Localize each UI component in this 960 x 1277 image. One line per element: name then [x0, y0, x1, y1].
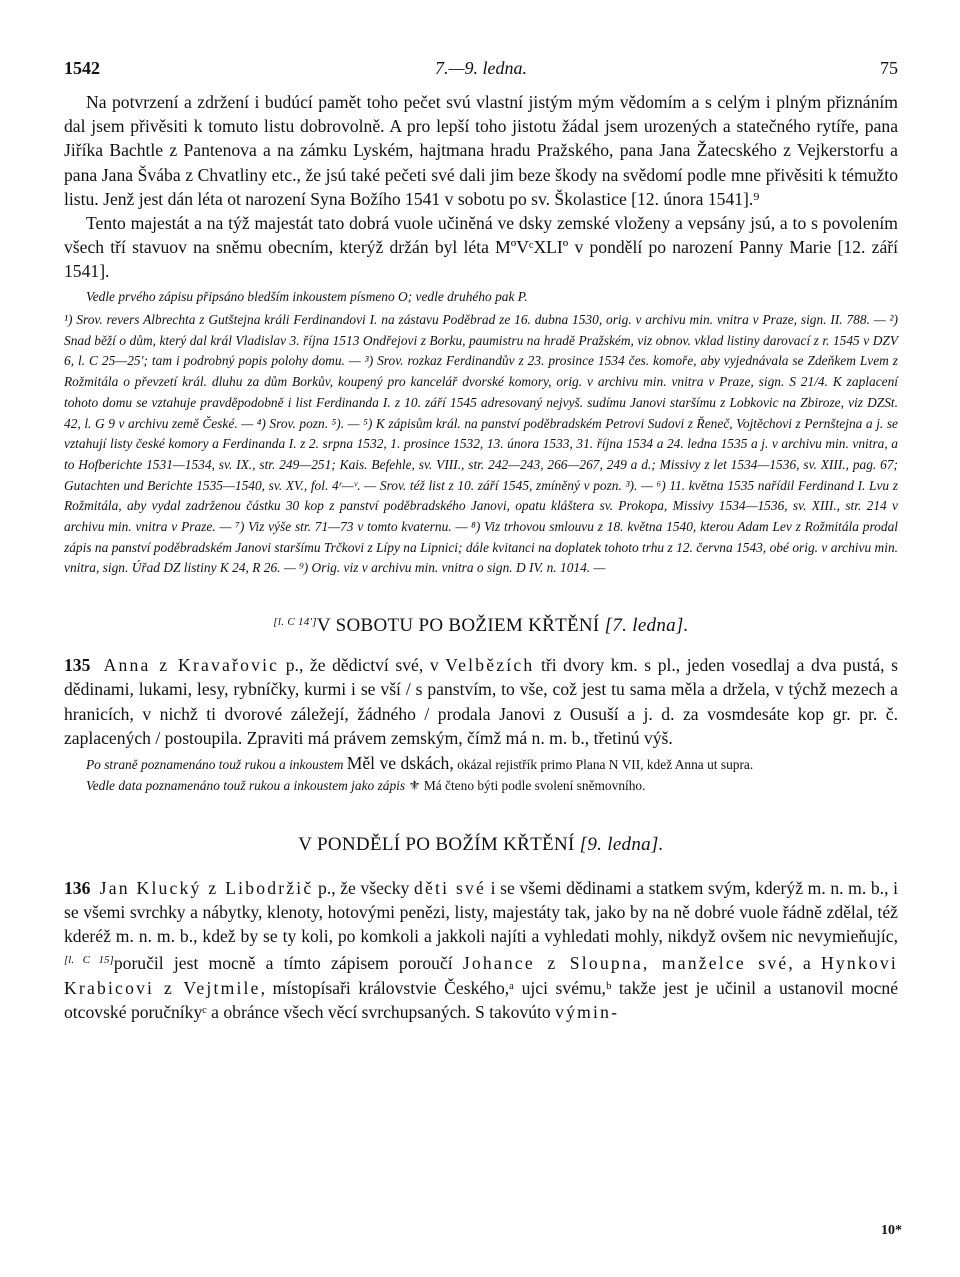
section-title: V SOBOTU PO BOŽIEM KŘTĚNÍ: [316, 615, 600, 637]
paragraph-charter-seal: Na potvrzení a zdržení i budúcí pamět toho pečet svú vlastní jistým mým vědomím a s celým i plným přiznáním dal jsem přivěsiti k tomuto listu dobrovolně. A pro lepší toho jistotu žádal jsem urozených a statečného rytíře, pana Jiříka Bachtle z Pantenova a na zámku Lyském, hajtmana hradu Pražského, pana Jana Žatecského z Vejkerstorfu a pana Jana Švába z Chvatliny etc., že jsú také pečeti své dali jim beze škody na svědomí podle mne přivěsiti k témužto listu. Jenž jest dán léta ot narození Syna Božího 1541 v sobotu po sv. Školastice [12. února 1541].⁹: [64, 92, 898, 209]
folio-marker: [l. C 14′]: [273, 616, 317, 629]
section-title: V PONDĚLÍ PO BOŽÍM KŘTĚNÍ: [298, 833, 575, 855]
entry-135: 135 Anna z Kravařovic p., že dědictví své, v Velbězích tři dvory km. s pl., jeden vosedlaj a dva pustá, s dědinami, lukami, lesy, rybníčky, kurmi i se vší / s panstvím, to vše, což jest tu sama měla a držela, v týchž mezech a hranicích, v nichž ti dvorové záležejí, žádného / prodala Janovi z Ousuší a j. d. za vosmdesáte kop gr. pr. č. zaplacených / postoupila. Zpraviti má právem zemským, čímž má n. m. b., třetinú výš.: [64, 655, 898, 748]
editor-note-letters: Vedle prvého zápisu připsáno bledším inkoustem písmeno O; vedle druhého pak P.: [86, 288, 528, 304]
editor-note-date: Vedle data poznamenáno touž rukou a inkoustem jako zápis ⚜ Má čteno býti podle svolení sněmovního.: [86, 778, 646, 794]
person-name: Johance z Sloupna, manželce své: [462, 953, 789, 974]
folio-marker: [l. C 15]: [64, 954, 114, 967]
page-year: 1542: [64, 58, 100, 78]
section-heading-saturday: [64, 615, 898, 637]
page-number: 75: [880, 58, 898, 78]
person-name: Jan Klucký z Libodržič: [99, 877, 314, 898]
section-heading-monday: [64, 834, 898, 856]
entry-number: 135: [64, 655, 91, 676]
footnotes: ¹) Srov. revers Albrechta z Gutštejna králi Ferdinandovi I. na zástavu Poděbrad ze 16. dubna 1530, orig. v archivu min. vnitra v Praze, sign. II. 788. — ²) Snad běží o dům, který dal král Vladislav 3. října 1513 Ondřejovi z Borku, paumistru na hradě Pražském, viz obnov. vklad listiny darovací z r. 1545 v DZV 6, l. C 25—25′; tam i podrobný popis polohy domu. — ³) Srov. rozkaz Ferdinandův z 23. prosince 1534 čes. komoře, aby vyjednávala se Zdeňkem Lvem z Rožmitála o převzetí král. dluhu za dům Borkův, koupený pro kancelář dvorské komory, orig. v archivu min. vnitra v Praze, sign. S 21/4. K zaplacení tohoto domu se vztahuje pravděpodobně i list Ferdinanda I. z 10. září 1545 adresovaný nejvyš. sudímu Janovi staršímu z Lobkovic na Zbiroze, viz DZSt. 42, l. G 9 v archivu země České. — ⁴) Srov. pozn. ⁵). — ⁵) K zápisům král. na panství poděbradském Petrovi Sudovi z Řeneč, Vojtěchovi z Pernštejna a j. se vztahují listy české komory a Ferdinanda I. z 2. srpna 1532, 1. prosince 1532, 13. února 1533, 31. října 1534 a 24. ledna 1535 a j. v archivu min. vnitra, a to Hofberichte 1531—1534, sv. IX., str. 249—251; Kais. Befehle, sv. VIII., str. 242—243, 266—267, 249 a d.; Missivy z let 1534—1536, sv. XIII., pag. 67; Gutachten und Berichte 1535—1540, sv. XV., fol. 4ʳ—ᵛ. — Srov. též list z 10. září 1545, zmíněný v pozn. ³). — ⁶) 11. května 1535 nařídil Ferdinand I. Lvu z Rožmitála, aby vydal zadrženou částku 30 kop z panství poděbradského Janovi, opatu kláštera sv. Prokopa, Missivy 1534—1536, sv. XIII., str. 214 v archivu min. vnitra v Praze. — ⁷) Viz výše str. 71—73 v tomto kvaternu. — ⁸) Viz trhovou smlouvu z 18. května 1540, kterou Adam Lev z Rožmitála prodal zápis na panství poděbradském Janovi staršímu Trčkovi z Lípy na Lipnici; dále kvitanci na doplatek tohoto trhu z 12. června 1543, obé orig. v archivu min. vnitra, sign. Úřad DZ listiny K 24, R 26. — ⁹) Orig. viz v archivu min. vnitra o sign. D IV. n. 1014. —: [64, 312, 898, 576]
page: [64, 58, 898, 1024]
place-name: Velbězích: [445, 655, 535, 676]
section-date: [9. ledna].: [579, 833, 664, 855]
entry-136: 136 Jan Klucký z Libodržič p., že všecky děti své i se všemi dědinami a statkem svým, kderýž m. n. m. b., i se všemi svrchky a nábytky, klenoty, hotovými penězi, listy, majestáty tak, jako by na ně dobré vuole řádně zdělal, též kderéž m. n. m. b., kdež by se ty koli, po komkoli a jakkoli najíti a vyhledati mohly, nikdyž ovšem nic nevymieňujíc, [l. C 15]poručil jest mocně a tímto zápisem poroučí Johance z Sloupna, manželce své, a Hynkovi Krabicovi z Vejtmile, místopísaři královstvie Českého,ᵃ ujci svému,ᵇ takže jest je učinil a ustanovil mocné otcovské poručníkyᶜ a obránce všech věcí svrchupsaných. S takovúto výmin-: [64, 877, 899, 1022]
person-name: Hynkovi Krabicovi z Vejtmile: [64, 953, 898, 998]
header-dates: 7.—9. ledna.: [435, 58, 527, 78]
editor-note-margin: Po straně poznamenáno touž rukou a inkoustem Měl ve dskách, okázal rejistřík primo Plana N VII, kdež Anna ut supra.: [86, 752, 754, 773]
signature-mark: 10*: [881, 1223, 902, 1238]
entry-number: 136: [64, 877, 91, 898]
paragraph-majestat-entry: Tento majestát a na týž majestát tato dobrá vuole učiněná ve dsky zemské vloženy a vepsány jsú, a to s povolením všech tří stavuov na sněmu obecním, kterýž držán byl léta MºVᶜXLIº v pondělí po narození Panny Marie [12. září 1541].: [64, 213, 898, 282]
person-name: Anna z Kravařovic: [103, 655, 280, 676]
section-date: [7. ledna].: [604, 615, 689, 637]
running-header: [64, 58, 898, 88]
